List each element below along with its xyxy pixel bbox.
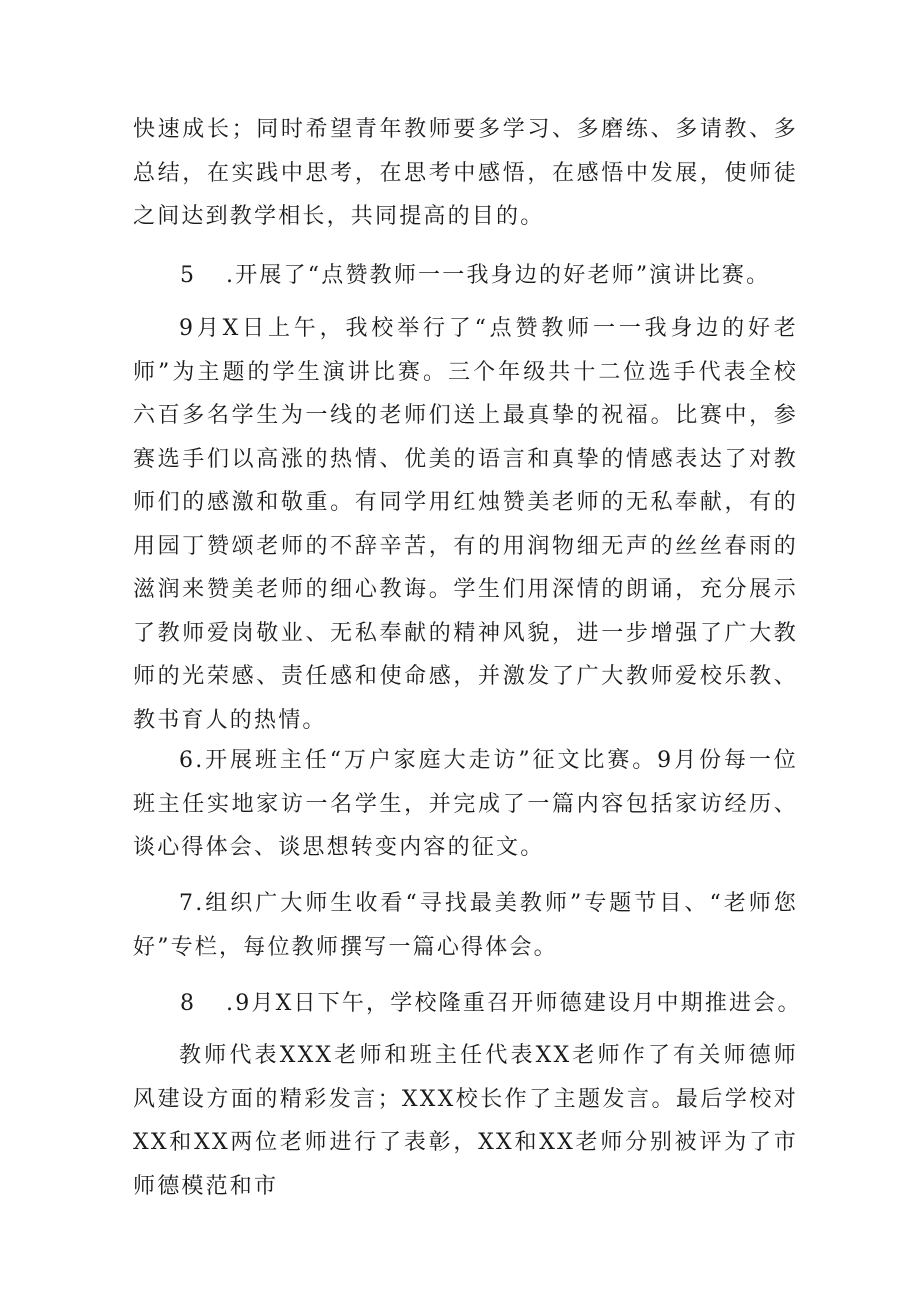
item-title-5: .开展了“点赞教师一一我身边的好老师”演讲比赛。 bbox=[226, 263, 771, 288]
paragraph-watch-program: 7.组织广大师生收看“寻找最美教师”专题节目、“老师您好”专栏，每位教师撰写一篇心得体会。 bbox=[133, 891, 798, 960]
paragraph-speech-contest: 9月X日上午，我校举行了“点赞教师一一我身边的好老师”为主题的学生演讲比赛。三个年级共十二位选手代表全校六百多名学生为一线的老师们送上最真挚的祝福。比赛中，参赛选手们以高涨的热情、优美的语言和真挚的情感表达了对教师们的感激和敬重。有同学用红烛赞美老师的无私奉献，有的用园丁赞颂老师的不辞辛苦，有的用润物细无声的丝丝春雨的滋润来赞美老师的细心教诲。学生们用深情的朗诵，充分展示了教师爱岗敬业、无私奉献的精神风貌，进一步增强了广大教师的光荣感、责任感和使命感，并激发了广大教师爱校乐教、教书育人的热情。 bbox=[133, 316, 798, 733]
item-heading-5 bbox=[180, 254, 770, 298]
paragraph-mentorship-growth: 快速成长；同时希望青年教师要多学习、多磨练、多请教、多总结，在实践中思考，在思考中感悟，在感悟中发展，使师徒之间达到教学相长，共同提高的目的。 bbox=[133, 117, 798, 229]
item-title-8: .9月X日下午，学校隆重召开师德建设月中期推进会。 bbox=[226, 991, 802, 1016]
item-number-8: 8 bbox=[180, 991, 197, 1016]
paragraph-midterm-meeting: 教师代表XXX老师和班主任代表XX老师作了有关师德师风建设方面的精彩发言；XXX校长作了主题发言。最后学校对XX和XX两位老师进行了表彰，XX和XX老师分别被评为了市师德模范和市 bbox=[133, 1043, 798, 1199]
item-number-5: 5 bbox=[180, 263, 197, 288]
item-heading-8 bbox=[180, 982, 802, 1026]
paragraph-home-visit-essay: 6.开展班主任“万户家庭大走访”征文比赛。9月份每一位班主任实地家访一名学生，并完成了一篇内容包括家访经历、谈心得体会、谈思想转变内容的征文。 bbox=[133, 748, 798, 860]
